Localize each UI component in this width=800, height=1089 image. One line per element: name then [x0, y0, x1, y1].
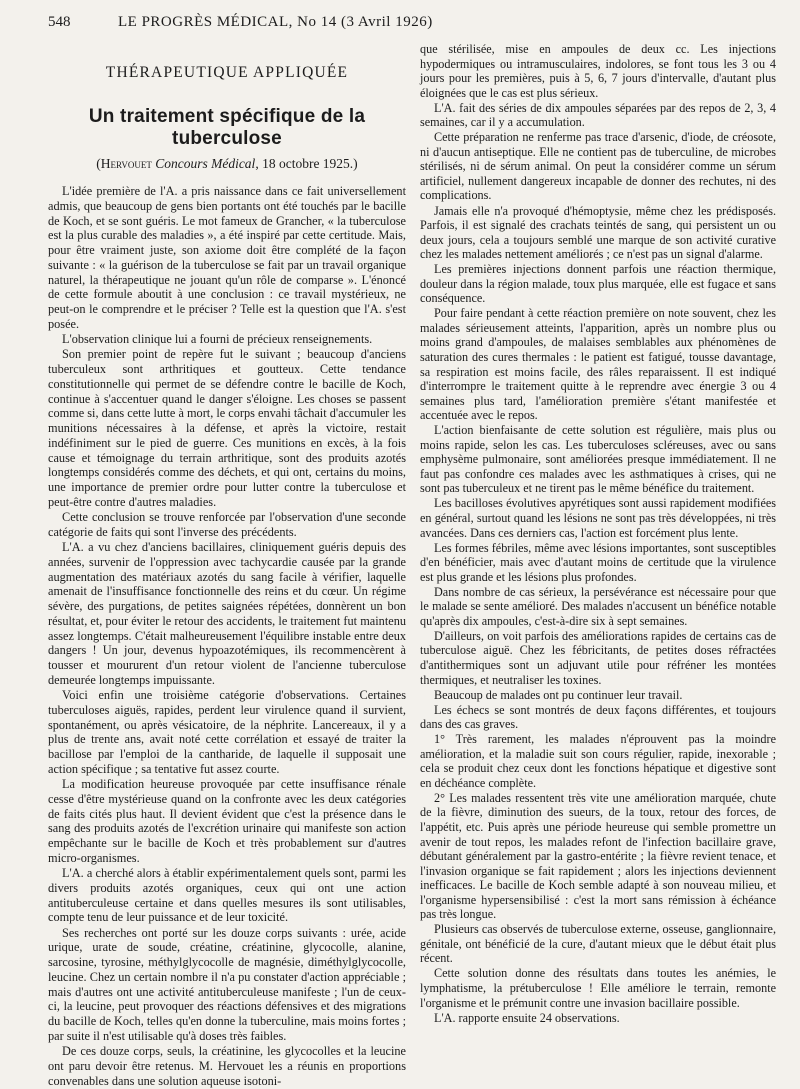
paragraph: Cette conclusion se trouve renforcée par l'observation d'une seconde catégorie de faits qui sont l'inverse des précédents. [48, 510, 406, 539]
paragraph: L'A. a vu chez d'anciens bacillaires, cliniquement guéris depuis des années, survenir de l'oppression avec tachycardie causée par la grande augmentation des matériaux azotés du sang facile à vérifier, laquelle amenait de l'insuffisance fonctionnelle des reins et du cœur. Un régime sévère, des purgations, de petites saignées répétées, donnèrent un bon résultat, et, pour éviter le retour des accidents, le traitement fut maintenu assez longtemps. C'était malheureusement l'équilibre instable entre deux dangers ! Un jour, devenus hypoazotémiques, ils recommencèrent à tousser et moururent d'un retour violent de l'ancienne tuberculose demeurée longtemps impuissante. [48, 540, 406, 687]
right-column [420, 42, 776, 1026]
paragraph: Les bacilloses évolutives apyrétiques sont aussi rapidement modifiées en général, surtout quand les lésions ne sont pas très développées, ni très avancées. Dans ces derniers cas, l'action est forcément plus lente. [420, 496, 776, 540]
paragraph: Les premières injections donnent parfois une réaction thermique, douleur dans la région malade, toux plus marquée, elle est fugace et sans conséquence. [420, 262, 776, 306]
paragraph: Pour faire pendant à cette réaction première on note souvent, chez les malades sérieusement atteints, l'apparition, après un nombre plus ou moins grand d'ampoules, de malaises semblables aux phénomènes de saturation des cures thermales : le patient est fatigué, tousse davantage, sa respiration est moins facile, des râles reparaissent. Il est indiqué d'interrompre le traitement quitte à le reprendre avec énergie 3 ou 4 semaines plus tard, l'amélioration première s'étant manifestée et accentuée avec le repos. [420, 306, 776, 423]
paragraph: L'A. rapporte ensuite 24 observations. [434, 1010, 620, 1025]
page-number: 548 [48, 14, 71, 30]
paragraph: L'action bienfaisante de cette solution est régulière, mais plus ou moins rapide, selon les cas. Les tuberculoses scléreuses, avec ou sans emphysème pulmonaire, sont améliorées presque immédiatement. Il ne faut pas confondre ces malades avec les asthmatiques à crises, qui ne sont pas tuberculeux et ne tirent pas le même bénéfice du traitement. [420, 423, 776, 496]
paragraph: Dans nombre de cas sérieux, la persévérance est nécessaire pour que le malade se sente amélioré. Des malades n'accusent un bénéfice notable qu'après dix ampoules, c'est-à-dire six à sept semaines. [420, 584, 776, 628]
citation-open: ( [96, 156, 101, 171]
journal-title: LE PROGRÈS MÉDICAL, No 14 (3 Avril 1926) [118, 14, 433, 30]
section-heading: THÉRAPEUTIQUE APPLIQUÉE [105, 64, 349, 81]
article-citation [48, 156, 406, 172]
paragraph: Ses recherches ont porté sur les douze corps suivants : urée, acide urique, urate de soude, créatine, créatinine, glycocolle, alanine, sarcosine, tyrosine, méthylglycocolle de magnésie, diméthylglycocolle, leucine. Chez un certain nombre il n'a pu constater d'action appréciable ; mais d'autres ont une activité antituberculeuse manifeste ; l'un de ceux-ci, la leucine, peut provoquer des réactions défensives et des migrations du bacille de Koch, telles qu'en donne la tuberculine, mais moins fortes ; par suite il n'est utilisable qu'à doses très faibles. [48, 925, 406, 1043]
paragraph: D'ailleurs, on voit parfois des améliorations rapides de certains cas de tuberculose aiguë. Chez les fébricitants, de petites doses réfractées d'antithermiques sont un adjuvant utile pour réfréner les montées thermiques, et neutraliser les toxines. [420, 628, 776, 687]
citation-journal: Concours Médical [155, 156, 256, 171]
citation-author: Hervouet [100, 156, 152, 171]
paragraph: La modification heureuse provoquée par cette insuffisance rénale cesse d'être mystérieuse quand on la confronte avec les deux catégories de faits cités plus haut. Il devient évident que c'est la présence dans le sang des produits azotés de l'excrétion urinaire qui manifeste son action empêchante sur le bacille de Koch et très probablement sur d'autres micro-organismes. [48, 777, 406, 865]
citation-date: , 18 octobre 1925.) [255, 156, 358, 171]
paragraph: Son premier point de repère fut le suivant ; beaucoup d'anciens tuberculeux sont arthritiques et goutteux. Cette tendance constitutionnelle qui permet de se défendre contre le bacille de Koch, continue à s'accentuer quand le danger s'éloigne. Les choses se passent comme si, dans cette lutte à mort, le corps envahi tâchait d'accumuler les munitions nécessaires à la défense, et après la victoire, restait indéfiniment sur le pied de guerre. Ces munitions en excès, à la fois cause et témoignage du terrain arthritique, sont des produits azotés longtemps considérés comme des déchets, et qui ont, certains du moins, une importance de premier ordre pour lutter contre la tuberculose et peut-être contre d'autres maladies. [48, 347, 407, 509]
paragraph-continued: que stérilisée, mise en ampoules de deux cc. Les injections hypodermiques ou intramusculaires, indolores, se font tous les 3 ou 4 jours pour les premières, puis à 5, 6, 7 jours d'intervalle, d'autant plus éloignées que le cas est plus sérieux. [420, 42, 776, 100]
paragraph: Plusieurs cas observés de tuberculose externe, osseuse, ganglionnaire, génitale, ont bénéficié de la cure, d'autant mieux que le début était plus récent. [420, 922, 776, 966]
paragraph: Beaucoup de malades ont pu continuer leur travail. [434, 687, 683, 702]
left-column [48, 42, 406, 1089]
paragraph: Cette préparation ne renferme pas trace d'arsenic, d'iode, de créosote, ni d'aucun antiseptique. Elle ne contient pas de tuberculine, de microbes stérilisés, ni de sérum animal. On peut la considérer comme un sérum artificiel, nullement dangereux incapable de donner des rechutes, ni des complications. [420, 130, 776, 203]
paragraph: L'observation clinique lui a fourni de précieux renseignements. [62, 332, 373, 346]
paragraph: 1° Très rarement, les malades n'éprouvent pas la moindre amélioration, et la maladie suit son cours régulier, rapide, inexorable ; cela se produit chez ceux dont les fonctions hépatique et digestive sont en déchéance complète. [420, 732, 776, 790]
paragraph: Les échecs se sont montrés de deux façons différentes, et toujours dans des cas graves. [420, 702, 776, 732]
paragraph: L'A. a cherché alors à établir expérimentalement quels sont, parmi les divers produits azotés organiques, ceux qui ont une action antituberculeuse certaine et dans quelles mesures ils sont utilisables, compte tenu de leur puissance et de leur toxicité. [48, 866, 406, 925]
paragraph: Les formes fébriles, même avec lésions importantes, sont susceptibles d'en bénéficier, mais avec d'autant moins de certitude que la virulence est plus grande et les lésions plus profondes. [420, 540, 776, 584]
paragraph: Jamais elle n'a provoqué d'hémoptysie, même chez les prédisposés. Parfois, il est signalé des crachats teintés de sang, qui persistent un ou deux jours, cela a toujours semblé une marque de son activité curative chez les malades nettement améliorés ; ce n'est pas un signal d'alarme. [420, 203, 776, 262]
paragraph: De ces douze corps, seuls, la créatinine, les glycocolles et la leucine ont paru devoir être retenus. M. Hervouet les a réunis en proportions convenables dans une solution aqueuse isotoni- [48, 1044, 406, 1088]
paragraph: Cette solution donne des résultats dans toutes les anémies, le lymphatisme, la prétuberculose ! Elle améliore le terrain, remonte l'organisme et le prémunit contre une invasion bacillaire possible. [420, 966, 776, 1010]
article-title: Un traitement spécifique de la tuberculose [88, 106, 366, 149]
paragraph: 2° Les malades ressentent très vite une amélioration marquée, chute de la fièvre, diminution des sueurs, de la toux, retour des forces, de l'appétit, etc. Puis après une période heureuse qui semble promettre un avenir de tout repos, les malades refont de l'infection bacillaire grave, débutant généralement par la gastro-entérite ; la fièvre revient tenace, et l'invasion organique se fait rapidement ; alors les injections deviennent inefficaces. Le bacille de Koch semble adapté à son nouveau milieu, et l'organisme hypersensibilisé : c'est la mort sans rémission à échéance pas très longue. [420, 790, 776, 922]
paragraph: Voici enfin une troisième catégorie d'observations. Certaines tuberculoses aiguës, rapides, perdent leur virulence quand il survient, spontanément, ou après vésicatoire, de la néphrite. Lancereaux, il y a plus de trente ans, avait noté cette corrélation et essayé de traiter la bacillose par l'emploi de la cantharide, de laquelle il supposait une action spécifique ; sa tentative fut assez courte. [48, 688, 406, 776]
running-head [48, 14, 760, 36]
paragraph: L'A. fait des séries de dix ampoules séparées par des repos de 2, 3, 4 semaines, car il y a accumulation. [420, 100, 776, 130]
paragraph: L'idée première de l'A. a pris naissance dans ce fait universellement admis, que beaucoup de gens bien portants ont été touchés par le bacille de Koch, et se sont guéris. Le mot fameux de Grancher, « la tuberculose est la plus curable des maladies », a été inspiré par cette certitude. Mais, pour être vraiment juste, son axiome doit être complété de la façon suivante : « la guérison de la tuberculose se fait par un travail organique naturel, la thérapeutique ne jouant qu'un rôle de comparse ». L'énoncé de cette formule aboutit à une conclusion : ce travail mystérieux, ne peut-on le comprendre et le préciser ? Telle est la question que l'A. s'est posée. [48, 184, 406, 331]
